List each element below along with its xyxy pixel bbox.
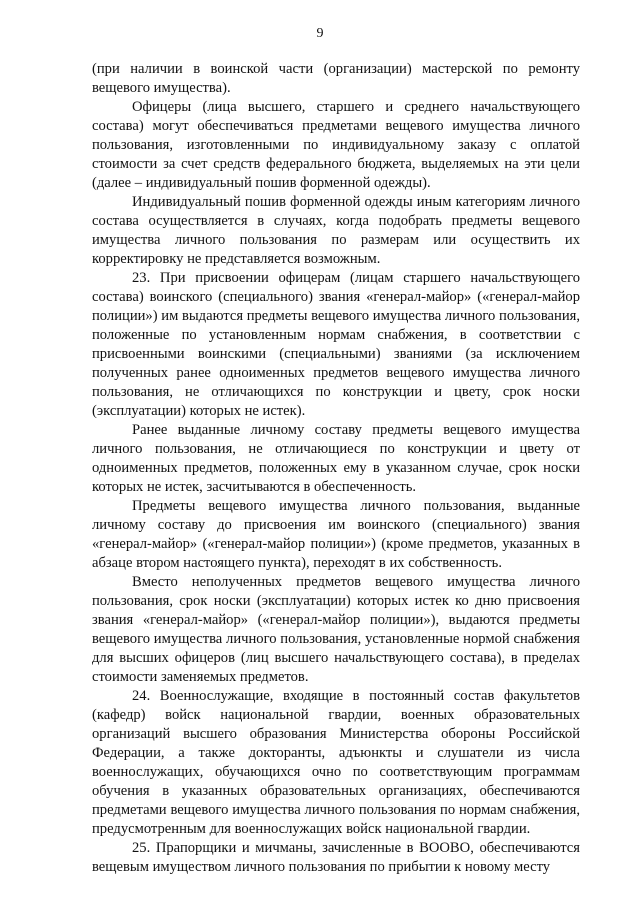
- paragraph-clause-23: 23. При присвоении офицерам (лицам старшего начальствующего состава) воинского (специального) звания «генерал-майор» («генерал-майор полиции») им выдаются предметы вещевого имущества личного пользования, положенные по установленным нормам снабжения, в соответствии с присвоенными воинскими (специальными) званиями (за исключением полученных ранее одноименных предметов вещевого имущества личного пользования, не отличающихся по конструкции и цвету, срок носки (эксплуатации) которых не истек).: [92, 270, 580, 419]
- paragraph-clause-24: 24. Военнослужащие, входящие в постоянный состав факультетов (кафедр) войск национальной гвардии, военных образовательных организаций высшего образования Министерства обороны Российской Федерации, а также докторанты, адъюнкты и слушатели из числа военнослужащих, обучающихся очно по соответствующим программам обучения в указанных образовательных организациях, обеспечиваются предметами вещевого имущества личного пользования по нормам снабжения, предусмотренным для военнослужащих войск национальной гвардии.: [92, 688, 580, 837]
- page-number: 9: [316, 26, 324, 41]
- paragraph-ownership-transfer: Предметы вещевого имущества личного пользования, выданные личному составу до присвоения им воинского (специального) звания «генерал-майор» («генерал-майор полиции») (кроме предметов, указанных в абзаце втором настоящего пункта), переходят в их собственность.: [92, 498, 580, 571]
- paragraph-previously-issued: Ранее выданные личному составу предметы вещевого имущества личного пользования, не отличающиеся по конструкции и цвету от одноименных предметов, положенных ему в указанном случае, срок носки которых не истек, засчитываются в обеспеченность.: [92, 422, 580, 495]
- paragraph-clause-25: 25. Прапорщики и мичманы, зачисленные в ВООВО, обеспечиваются вещевым имуществом личного пользования по прибытии к новому месту: [92, 840, 580, 875]
- document-body: [92, 60, 580, 877]
- paragraph-replacement-items: Вместо неполученных предметов вещевого имущества личного пользования, срок носки (эксплуатации) которых истек ко дню присвоения звания «генерал-майор» («генерал-майор полиции»), выдаются предметы вещевого имущества личного пользования, установленные нормой снабжения для высших офицеров (лиц высшего начальствующего состава), в пределах стоимости заменяемых предметов.: [92, 574, 580, 685]
- paragraph-officers-individual-order: Офицеры (лица высшего, старшего и среднего начальствующего состава) могут обеспечиваться предметами вещевого имущества личного пользования, изготовленными по индивидуальному заказу с оплатой стоимости за счет средств федерального бюджета, выделяемых на эти цели (далее – индивидуальный пошив форменной одежды).: [92, 99, 580, 191]
- paragraph-continuation: (при наличии в воинской части (организации) мастерской по ремонту вещевого имущества).: [92, 61, 580, 96]
- paragraph-individual-tailoring: Индивидуальный пошив форменной одежды иным категориям личного состава осуществляется в случаях, когда подобрать предметы вещевого имущества личного пользования по размерам или осуществить их корректировку не представляется возможным.: [92, 194, 580, 267]
